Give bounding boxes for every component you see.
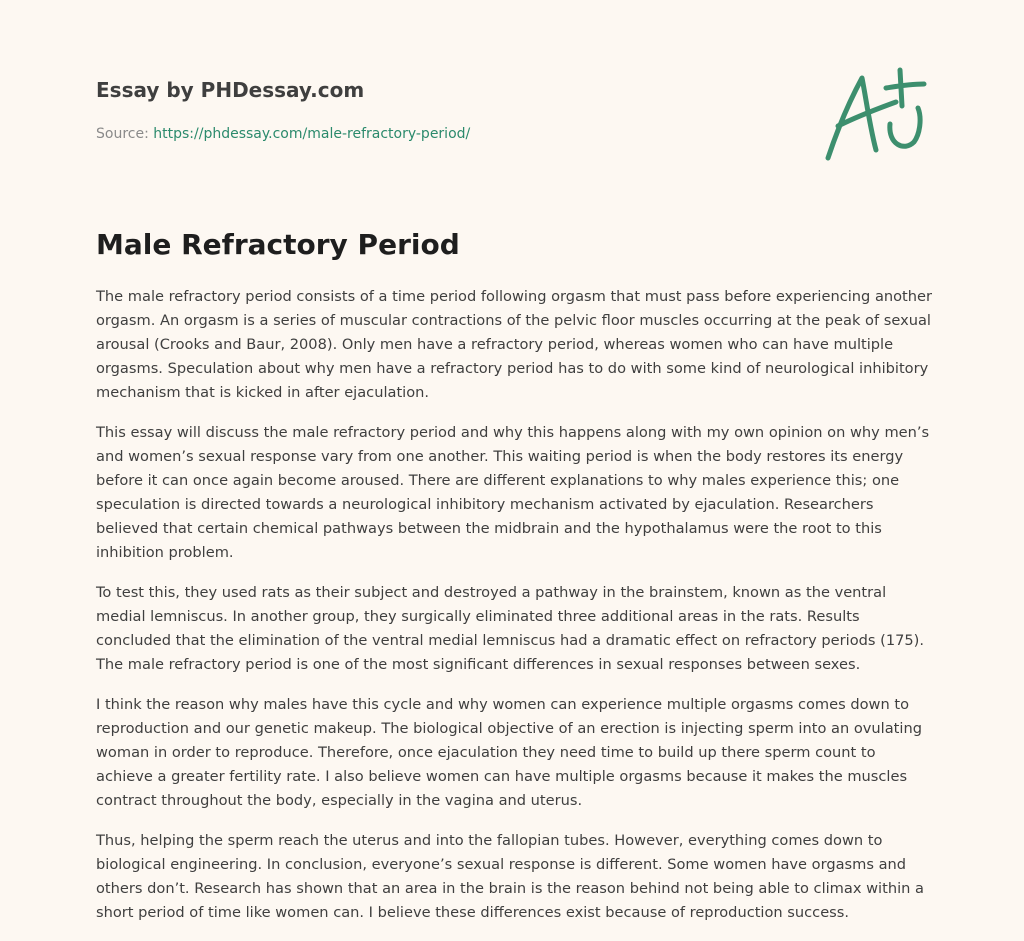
page-header	[96, 76, 816, 144]
paragraph-4: I think the reason why males have this cycle and why women can experience multiple orgasms comes down to reproduction and our genetic makeup. The biological objective of an erection is injecting sperm into an ovulating woman in order to reproduce. Therefore, once ejaculation they need time to build up there sperm count to achieve a greater fertility rate. I also believe women can have multiple orgasms because it makes the muscles contract throughout the body, especially in the vagina and uterus.	[96, 696, 922, 809]
paragraph-1: The male refractory period consists of a time period following orgasm that must pass before experiencing another orgasm. An orgasm is a series of muscular contractions of the pelvic floor muscles occurring at the peak of sexual arousal (Crooks and Baur, 2008). Only men have a refractory period, whereas women who can have multiple orgasms. Speculation about why men have a refractory period has to do with some kind of neurological inhibitory mechanism that is kicked in after ejaculation.	[96, 288, 933, 401]
a-plus-grade-logo	[818, 66, 936, 166]
source-link[interactable]: https://phdessay.com/male-refractory-period/	[153, 126, 471, 142]
article-body	[96, 285, 936, 941]
source-line	[96, 124, 816, 144]
site-title: Essay by PHDessay.com	[96, 78, 365, 102]
paragraph-2: This essay will discuss the male refractory period and why this happens along with my own opinion on why men’s and women’s sexual response vary from one another. This waiting period is when the body restores its energy before it can once again become aroused. There are different explanations to why males experience this; one speculation is directed towards a neurological inhibitory mechanism activated by ejaculation. Researchers believed that certain chemical pathways between the midbrain and the hypothalamus were the root to this inhibition problem.	[96, 424, 930, 561]
paragraph-5: Thus, helping the sperm reach the uterus and into the fallopian tubes. However, everything comes down to biological engineering. In conclusion, everyone’s sexual response is different. Some women have orgasms and others don’t. Research has shown that an area in the brain is the reason behind not being able to climax within a short period of time like women can. I believe these differences exist because of reproduction success.	[96, 832, 924, 921]
source-label: Source:	[96, 126, 149, 142]
article-title: Male Refractory Period	[96, 228, 460, 261]
paragraph-3: To test this, they used rats as their subject and destroyed a pathway in the brainstem, known as the ventral medial lemniscus. In another group, they surgically eliminated three additional areas in the rats. Results concluded that the elimination of the ventral medial lemniscus had a dramatic effect on refractory periods (175). The male refractory period is one of the most significant differences in sexual responses between sexes.	[96, 584, 925, 673]
